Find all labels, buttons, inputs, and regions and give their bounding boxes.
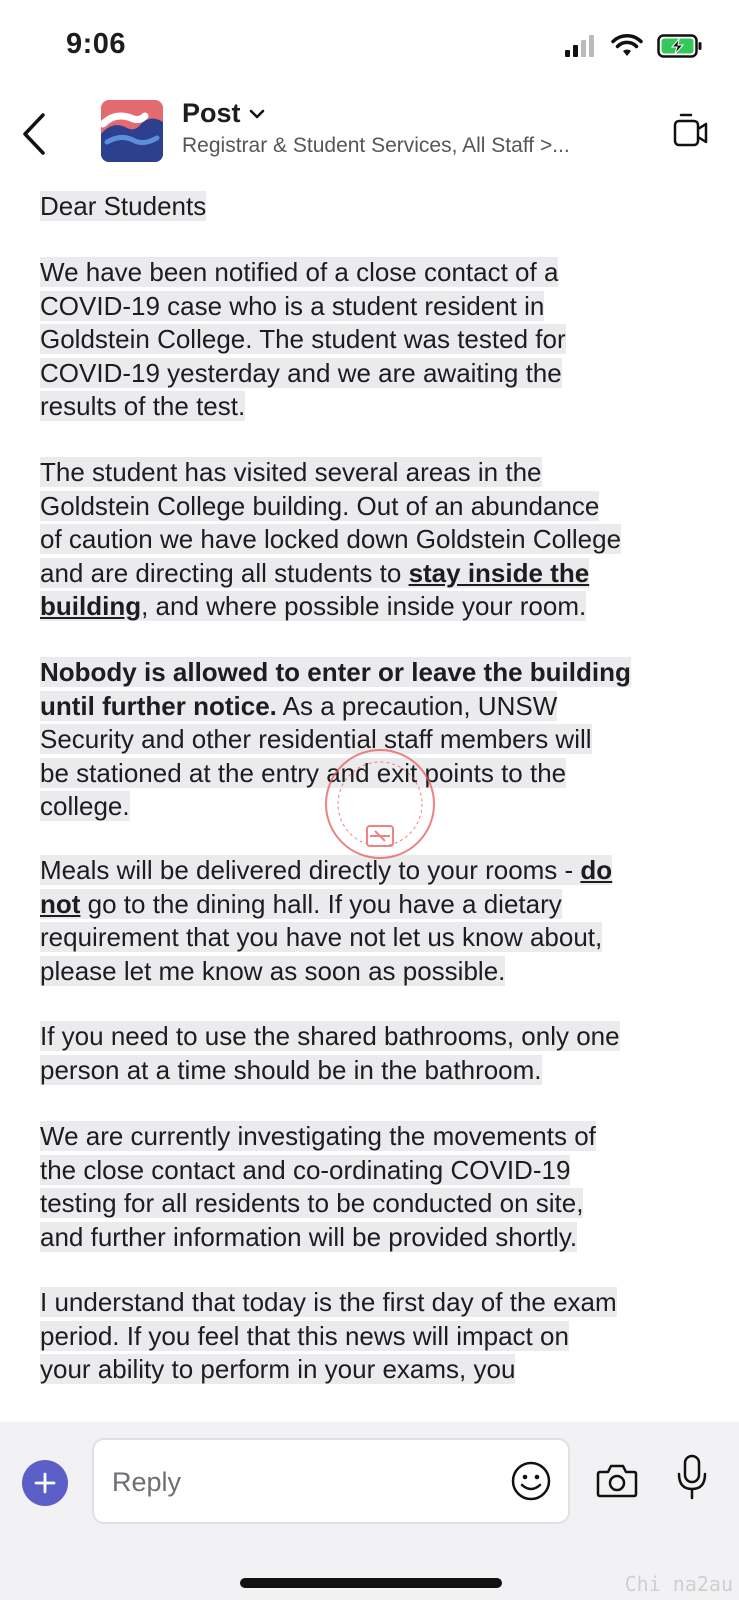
text-line: If you need to use the shared bathrooms, only one xyxy=(40,1021,620,1051)
back-button[interactable] xyxy=(14,104,54,164)
text-line: the close contact and co-ordinating COVID-19 xyxy=(40,1154,571,1185)
text-line: The student has visited several areas in the xyxy=(40,457,542,487)
text-line: , and where possible inside your room. xyxy=(141,591,587,622)
text-line: Meals will be delivered directly to your rooms - xyxy=(40,855,581,885)
paragraph-close-contact xyxy=(40,256,700,424)
watermark-seal xyxy=(320,744,440,864)
greeting-paragraph xyxy=(40,190,700,224)
text-line: college. xyxy=(40,791,130,822)
paragraph-lockdown xyxy=(40,456,700,624)
text-line: We are currently investigating the movements of xyxy=(40,1121,596,1151)
paragraph-meals xyxy=(40,854,700,988)
status-bar xyxy=(0,0,739,90)
team-logo-icon xyxy=(101,100,163,162)
text-line: and are directing all students to xyxy=(40,557,409,588)
camera-button[interactable] xyxy=(596,1460,638,1500)
text-line: requirement that you have not let us know about, xyxy=(40,922,603,953)
text-line: testing for all residents to be conducted on site, xyxy=(40,1188,584,1219)
text-line: results of the test. xyxy=(40,391,246,422)
do-not-emphasis: not xyxy=(40,888,81,919)
add-attachment-button[interactable] xyxy=(22,1460,68,1506)
greeting-text: Dear Students xyxy=(40,191,207,221)
video-call-button[interactable] xyxy=(673,112,709,152)
further-notice-emphasis: until further notice. xyxy=(40,690,277,721)
status-time: 9:06 xyxy=(66,28,127,60)
do-not-emphasis: do xyxy=(580,855,613,885)
chevron-down-icon xyxy=(249,108,265,120)
text-line: person at a time should be in the bathroom. xyxy=(40,1054,542,1085)
reply-box[interactable] xyxy=(92,1438,570,1524)
text-line: Goldstein College. The student was tested for xyxy=(40,324,566,355)
text-line: Security and other residential staff members will xyxy=(40,724,592,755)
text-line: period. If you feel that this news will impact on xyxy=(40,1320,569,1351)
wifi-icon xyxy=(611,34,643,58)
text-line: please let me know as soon as possible. xyxy=(40,955,506,986)
stay-inside-emphasis: stay inside the xyxy=(408,557,590,588)
video-call-icon xyxy=(673,112,709,152)
battery-charging-icon xyxy=(657,34,703,58)
paragraph-bathrooms xyxy=(40,1020,700,1087)
reply-input[interactable] xyxy=(112,1460,472,1504)
channel-header xyxy=(0,90,739,180)
emoji-icon xyxy=(510,1460,552,1502)
status-icons xyxy=(565,34,703,58)
microphone-icon xyxy=(676,1454,708,1500)
microphone-button[interactable] xyxy=(676,1454,708,1500)
text-line: and further information will be provided shortly. xyxy=(40,1221,578,1252)
cellular-signal-icon xyxy=(565,35,597,57)
text-line: of caution we have locked down Goldstein College xyxy=(40,524,622,555)
text-line: I understand that today is the first day of the exam xyxy=(40,1287,617,1317)
text-line: Goldstein College building. Out of an abundance xyxy=(40,490,600,521)
chevron-left-icon xyxy=(21,112,47,156)
home-indicator[interactable] xyxy=(240,1578,502,1588)
text-line: As a precaution, UNSW xyxy=(276,690,558,721)
paragraph-investigation xyxy=(40,1120,700,1254)
emoji-button[interactable] xyxy=(510,1460,552,1502)
camera-icon xyxy=(596,1460,638,1500)
text-line: COVID-19 case who is a student resident in xyxy=(40,290,545,321)
channel-title-button[interactable] xyxy=(182,98,265,129)
plus-icon xyxy=(34,1472,56,1494)
channel-subtitle[interactable]: Registrar & Student Services, All Staff >... xyxy=(182,134,570,157)
paragraph-exams xyxy=(40,1286,700,1387)
text-line: We have been notified of a close contact of a xyxy=(40,257,559,287)
channel-avatar[interactable] xyxy=(101,100,163,162)
building-emphasis: building xyxy=(40,591,142,622)
nobody-allowed-emphasis: Nobody is allowed to enter or leave the building xyxy=(40,657,631,687)
text-line: your ability to perform in your exams, you xyxy=(40,1354,516,1385)
channel-title: Post xyxy=(182,98,241,128)
corner-watermark: Chi na2au xyxy=(624,1572,733,1596)
text-line: COVID-19 yesterday and we are awaiting the xyxy=(40,357,562,388)
text-line: go to the dining hall. If you have a dietary xyxy=(80,888,562,919)
text-line: be stationed at the entry and exit points to the xyxy=(40,757,567,788)
compose-bar xyxy=(0,1422,739,1600)
